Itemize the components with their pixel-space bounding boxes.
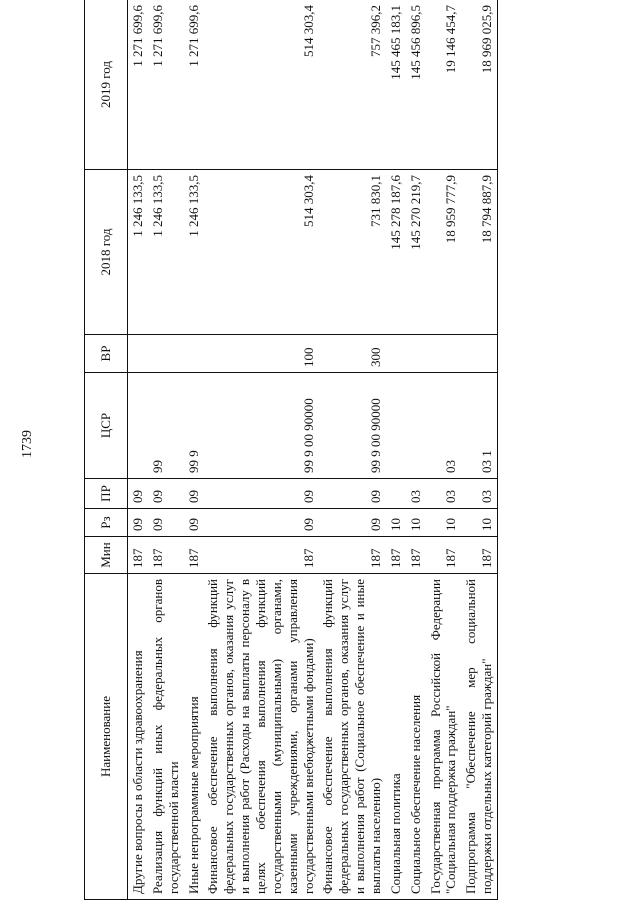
- cell-2018: 731 830,1: [318, 170, 385, 335]
- cell-vr: [426, 335, 462, 373]
- cell-2019: 1 271 699,6: [184, 0, 204, 170]
- cell-pr: 09: [128, 479, 148, 509]
- page-number: 1739: [20, 430, 35, 458]
- header-csr: ЦСР: [85, 373, 128, 479]
- cell-vr: [184, 335, 204, 373]
- cell-csr: 03 1: [461, 373, 497, 479]
- cell-pr: 09: [318, 479, 385, 509]
- cell-min: 187: [426, 537, 462, 574]
- cell-rz: 10: [386, 509, 406, 537]
- header-pr: ПР: [85, 479, 128, 509]
- cell-2018: 1 246 133,5: [128, 170, 148, 335]
- cell-vr: [461, 335, 497, 373]
- cell-min: 187: [461, 537, 497, 574]
- cell-name: Реализация функций иных федеральных органов государственной власти: [148, 574, 184, 900]
- cell-pr: 09: [203, 479, 318, 509]
- cell-pr: 03: [406, 479, 426, 509]
- rotated-table-container: [84, 0, 624, 900]
- cell-2019: 145 456 896,5: [406, 0, 426, 170]
- header-2018: 2018 год: [85, 170, 128, 335]
- header-vr: ВР: [85, 335, 128, 373]
- table-row: [386, 0, 406, 900]
- table-row: [406, 0, 426, 900]
- cell-rz: 09: [184, 509, 204, 537]
- cell-rz: 10: [406, 509, 426, 537]
- cell-csr: [386, 373, 406, 479]
- cell-min: 187: [318, 537, 385, 574]
- cell-rz: 09: [128, 509, 148, 537]
- cell-csr: 99: [148, 373, 184, 479]
- cell-2019: 19 146 454,7: [426, 0, 462, 170]
- cell-vr: [406, 335, 426, 373]
- table-row: [426, 0, 462, 900]
- cell-name: Иные непрограммные мероприятия: [184, 574, 204, 900]
- cell-csr: [406, 373, 426, 479]
- cell-vr: 300: [318, 335, 385, 373]
- cell-name: Финансовое обеспечение выполнения функций федеральных государственных органов, оказания услуг и выполнения работ (Социальное обеспечение и иные выплаты населению): [318, 574, 385, 900]
- table-row: [461, 0, 497, 900]
- cell-2018: 1 246 133,5: [184, 170, 204, 335]
- cell-vr: [386, 335, 406, 373]
- cell-name: Социальная политика: [386, 574, 406, 900]
- table-row: [148, 0, 184, 900]
- cell-min: 187: [203, 537, 318, 574]
- cell-rz: 09: [318, 509, 385, 537]
- table-row: [203, 0, 318, 900]
- cell-pr: 03: [426, 479, 462, 509]
- table-row: [184, 0, 204, 900]
- cell-2018: 18 794 887,9: [461, 170, 497, 335]
- cell-name: Финансовое обеспечение выполнения функций федеральных государственных органов, оказания услуг и выполнения работ (Расходы на выплаты персоналу в целях обеспечения выполнения функций государственными (муниципальными) органами, казенными учреждениями, органами управления государственными внебюджетными фондами): [203, 574, 318, 900]
- cell-pr: 09: [184, 479, 204, 509]
- header-2019: 2019 год: [85, 0, 128, 170]
- cell-rz: 09: [203, 509, 318, 537]
- cell-pr: 09: [148, 479, 184, 509]
- cell-2018: 145 270 219,7: [406, 170, 426, 335]
- cell-2018: 1 246 133,5: [148, 170, 184, 335]
- header-name: Наименование: [85, 574, 128, 900]
- cell-min: 187: [148, 537, 184, 574]
- cell-2019: 757 396,2: [318, 0, 385, 170]
- cell-csr: 99 9 00 90000: [203, 373, 318, 479]
- cell-name: Государственная программа Российской Федерации "Социальная поддержка граждан": [426, 574, 462, 900]
- cell-pr: [386, 479, 406, 509]
- cell-csr: 03: [426, 373, 462, 479]
- cell-min: 187: [128, 537, 148, 574]
- header-rz: Рз: [85, 509, 128, 537]
- cell-2018: 18 959 777,9: [426, 170, 462, 335]
- cell-min: 187: [386, 537, 406, 574]
- budget-table: [84, 0, 498, 900]
- cell-2019: 18 969 025,9: [461, 0, 497, 170]
- cell-csr: 99 9: [184, 373, 204, 479]
- cell-name: Подпрограмма "Обеспечение мер социальной поддержки отдельных категорий граждан": [461, 574, 497, 900]
- cell-rz: 10: [426, 509, 462, 537]
- cell-pr: 03: [461, 479, 497, 509]
- cell-vr: 100: [203, 335, 318, 373]
- cell-2019: 1 271 699,6: [148, 0, 184, 170]
- cell-2019: 514 303,4: [203, 0, 318, 170]
- cell-rz: 09: [148, 509, 184, 537]
- cell-vr: [148, 335, 184, 373]
- cell-min: 187: [184, 537, 204, 574]
- cell-min: 187: [406, 537, 426, 574]
- cell-csr: [128, 373, 148, 479]
- table-row: [128, 0, 148, 900]
- cell-2018: 514 303,4: [203, 170, 318, 335]
- cell-name: Другие вопросы в области здравоохранения: [128, 574, 148, 900]
- cell-csr: 99 9 00 90000: [318, 373, 385, 479]
- table-row: [318, 0, 385, 900]
- cell-name: Социальное обеспечение населения: [406, 574, 426, 900]
- cell-vr: [128, 335, 148, 373]
- cell-2019: 1 271 699,6: [128, 0, 148, 170]
- header-min: Мин: [85, 537, 128, 574]
- cell-2018: 145 278 187,6: [386, 170, 406, 335]
- table-header-row: [85, 0, 128, 900]
- cell-rz: 10: [461, 509, 497, 537]
- cell-2019: 145 465 183,1: [386, 0, 406, 170]
